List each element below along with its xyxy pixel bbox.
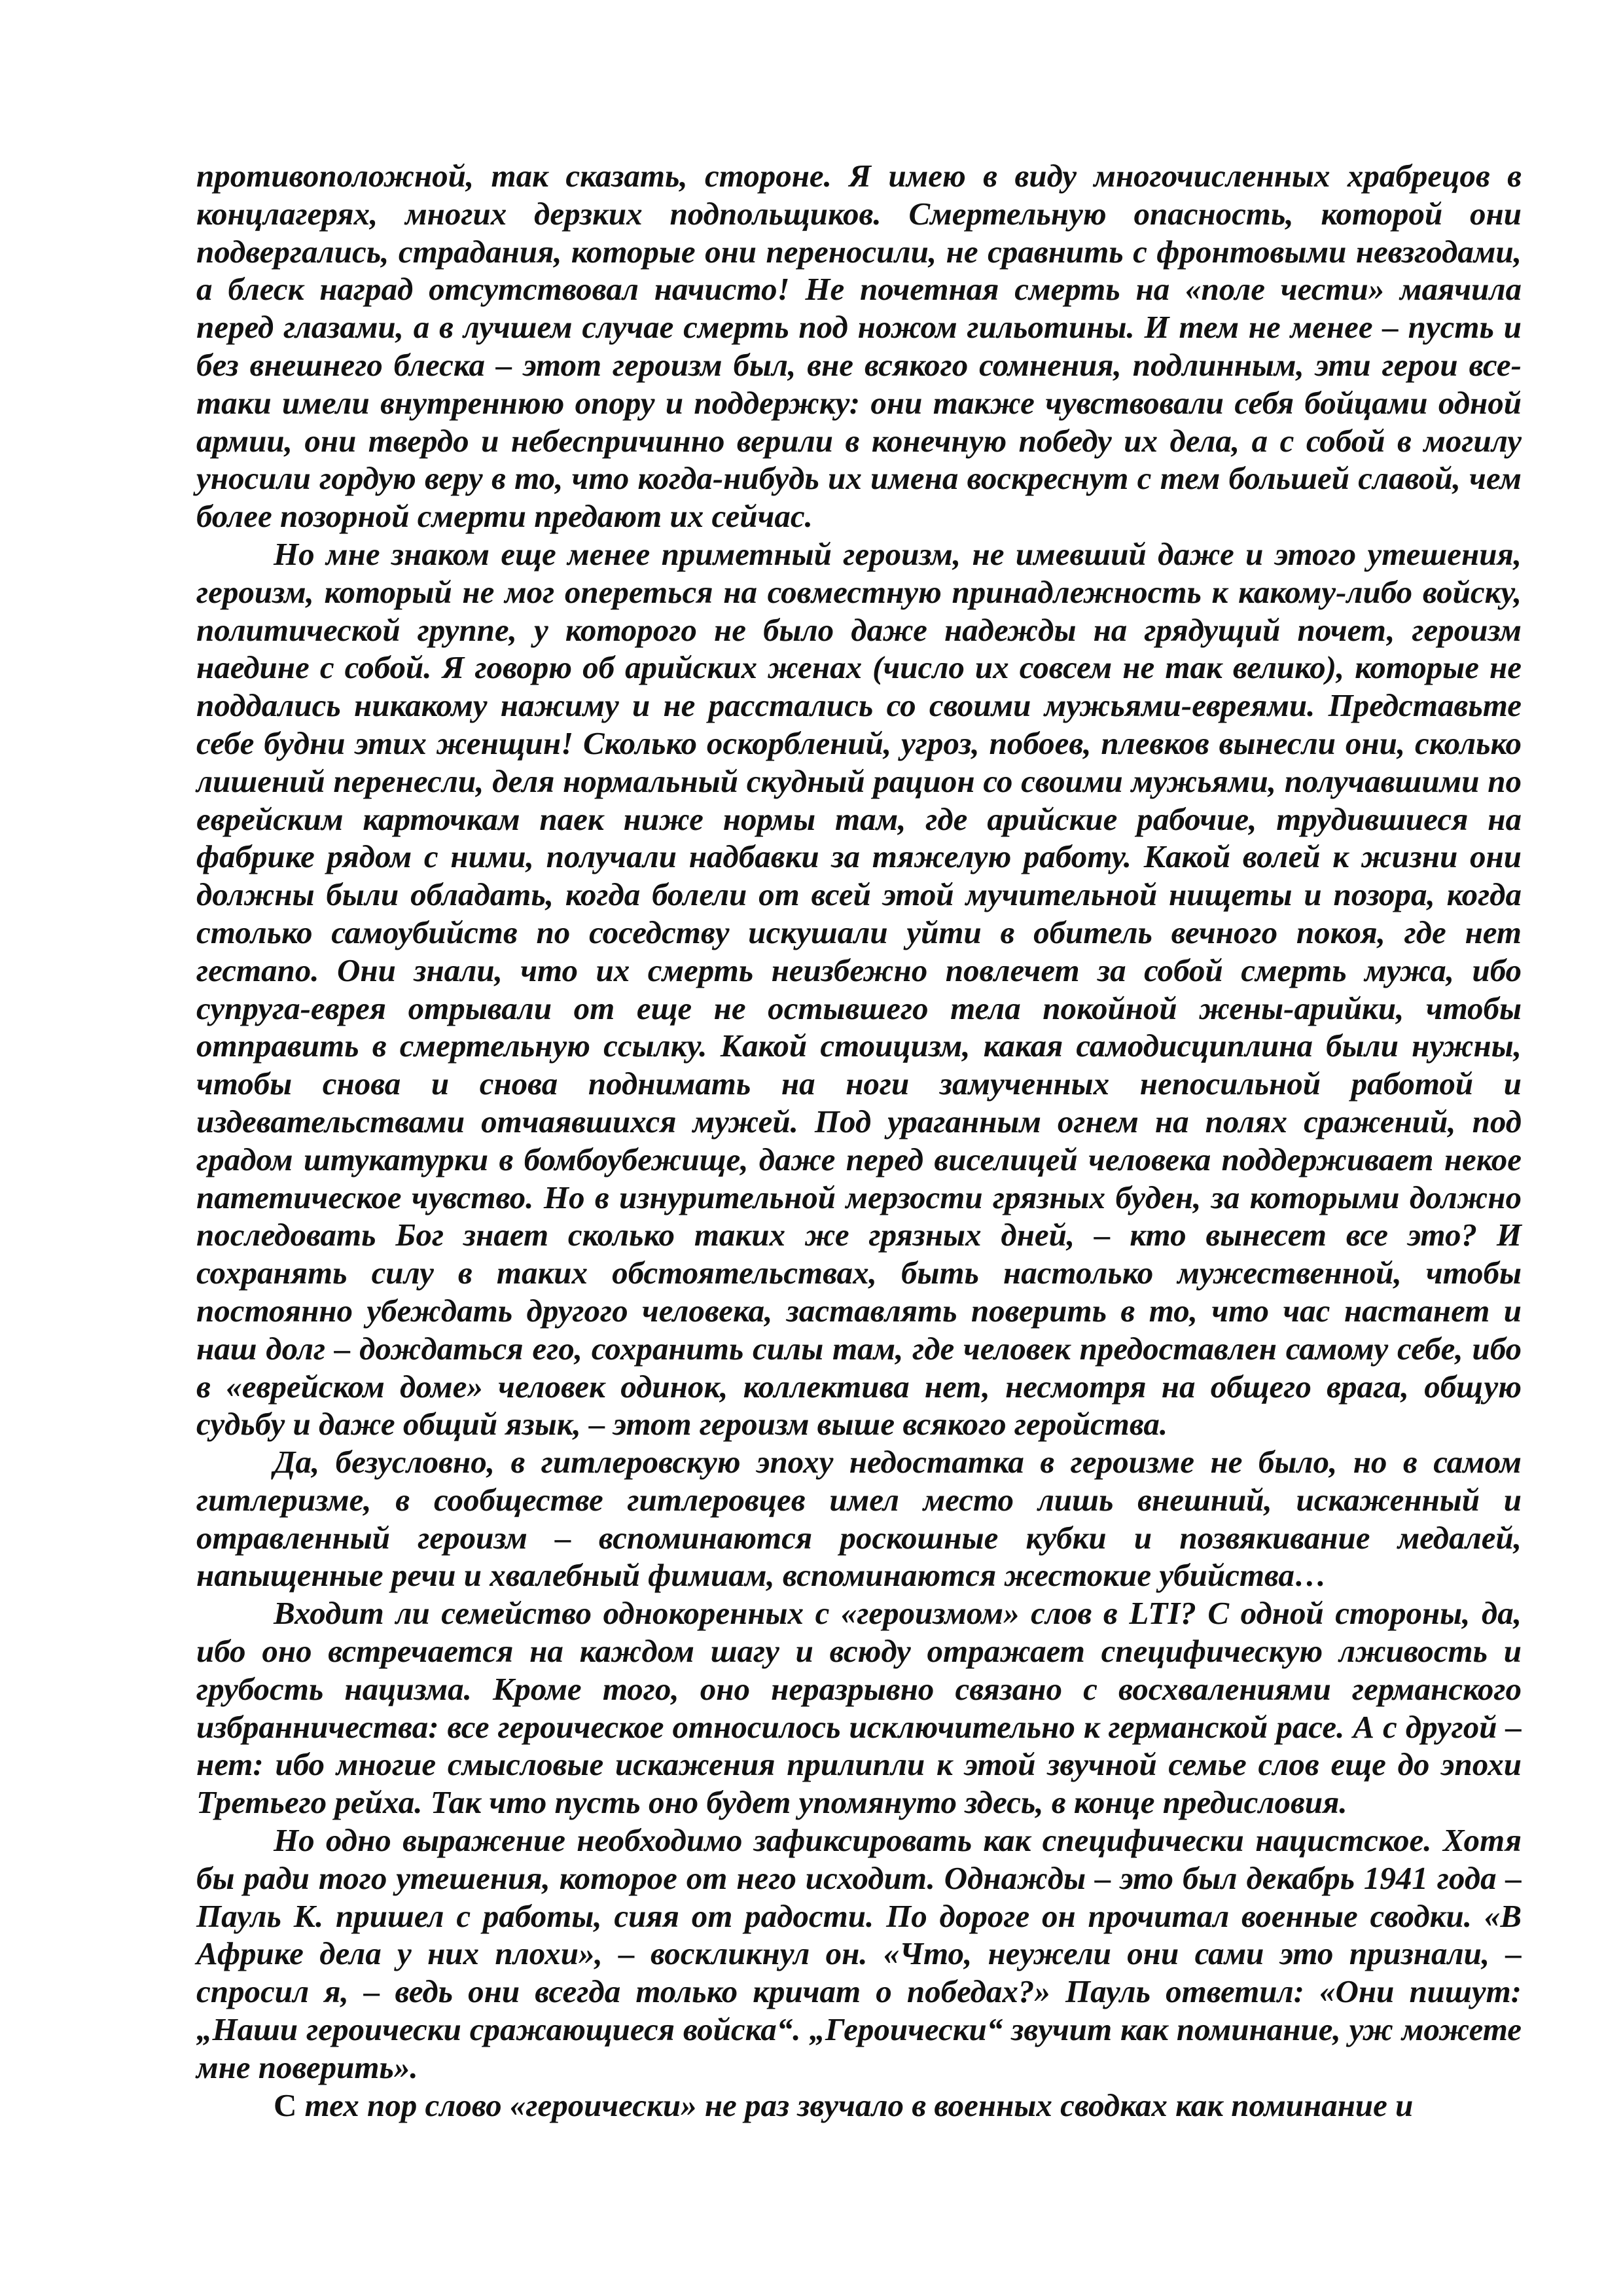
paragraph-quiet-heroism: Но мне знаком еще менее приметный героизм, не имевший даже и этого утешения, героизм, который не мог опереться на совместную принадлежность к какому-либо войску, политической группе, у которого не было даже надежды на грядущий почет, героизм наедине с собой. Я говорю об арийских женах (число их совсем не так велико), которые не поддались никакому нажиму и не расстались со своими мужьями-евреями. Представьте себе будни этих женщин! Сколько оскорблений, угроз, побоев, плевков вынесли они, сколько лишений перенесли, деля нормальный скудный рацион со своими мужьями, получавшими по еврейским карточкам паек ниже нормы там, где арийские рабочие, трудившиеся на фабрике рядом с ними, получали надбавки за тяжелую работу. Какой волей к жизни они должны были обладать, когда болели от всей этой мучительной нищеты и позора, когда столько самоубийств по соседству искушали уйти в обитель вечного покоя, где нет гестапо. Они знали, что их смерть неизбежно повлечет за собой смерть мужа, ибо супруга-еврея отрывали от еще не остывшего тела покойной жены-арийки, чтобы отправить в смертельную ссылку. Какой стоицизм, какая самодисциплина были нужны, чтобы снова и снова поднимать на ноги замученных непосильной работой и издевательствами отчаявшихся мужей. Под ураганным огнем на полях сражений, под градом штукатурки в бомбоубежище, даже перед виселицей человека поддерживает некое патетическое чувство. Но в изнурительной мерзости грязных буден, за которыми должно последовать Бог знает сколько таких же грязных дней, – кто вынесет все это? И сохранять силу в таких обстоятельствах, быть настолько мужественной, чтобы постоянно убеждать другого человека, заставлять поверить в то, что час настанет и наш долг – дождаться его, сохранить силы там, где человек предоставлен самому себе, ибо в «еврейском доме» человек одинок, коллектива нет, несмотря на общего врага, общую судьбу и даже общий язык, – этот героизм выше всякого геройства. [196, 535, 1522, 1443]
paragraph-final-line [196, 2087, 1522, 2125]
paragraph-final-text: тех пор слово «героически» не раз звучало в военных сводках как поминание и [304, 2087, 1414, 2123]
paragraph-lti-question: Входит ли семейство однокоренных с «героизмом» слов в LTI? С одной стороны, да, ибо оно встречается на каждом шагу и всюду отражает специфическую лживость и грубость нацизма. Кроме того, оно неразрывно связано с восхвалениями германского избранничества: все героическое относилось исключительно к германской расе. А с другой – нет: ибо многие смысловые искажения прилипли к этой звучной семье слов еще до эпохи Третьего рейха. Так что пусть оно будет упомянуто здесь, в конце предисловия. [196, 1595, 1522, 1821]
paragraph-continuation: противоположной, так сказать, стороне. Я имею в виду многочисленных храбрецов в концлагерях, многих дерзких подпольщиков. Смертельную опасность, которой они подвергались, страдания, которые они переносили, не сравнить с фронтовыми невзгодами, а блеск наград отсутствовал начисто! Не почетная смерть на «поле чести» маячила перед глазами, а в лучшем случае смерть под ножом гильотины. И тем не менее – пусть и без внешнего блеска – этот героизм был, вне всякого сомнения, подлинным, эти герои все-таки имели внутреннюю опору и поддержку: они также чувствовали себя бойцами одной армии, они твердо и небеспричинно верили в конечную победу их дела, а с собой в могилу уносили гордую веру в то, что когда-нибудь их имена воскреснут с тем большей славой, чем более позорной смерти предают их сейчас. [196, 158, 1522, 535]
paragraph-hitler-era: Да, безусловно, в гитлеровскую эпоху недостатка в героизме не было, но в самом гитлеризме, в сообществе гитлеровцев имел место лишь внешний, искаженный и отравленный героизм – вспоминаются роскошные кубки и позвякивание медалей, напыщенные речи и хвалебный фимиам, вспоминаются жестокие убийства… [196, 1444, 1522, 1594]
paragraph-heroically: Но одно выражение необходимо зафиксировать как специфически нацистское. Хотя бы ради того утешения, которое от него исходит. Однажды – это был декабрь 1941 года – Пауль К. пришел с работы, сияя от радости. По дороге он прочитал военные сводки. «В Африке дела у них плохи», – воскликнул он. «Что, неужели они сами это признали, – спросил я, – ведь они всегда только кричат о победах?» Пауль ответил: «Они пишут: „Наши героически сражающиеся войска“. „Героически“ звучит как поминание, уж можете мне поверить». [196, 1822, 1522, 2085]
paragraph-initial-letter: С [274, 2087, 297, 2123]
document-page [196, 157, 1522, 2124]
